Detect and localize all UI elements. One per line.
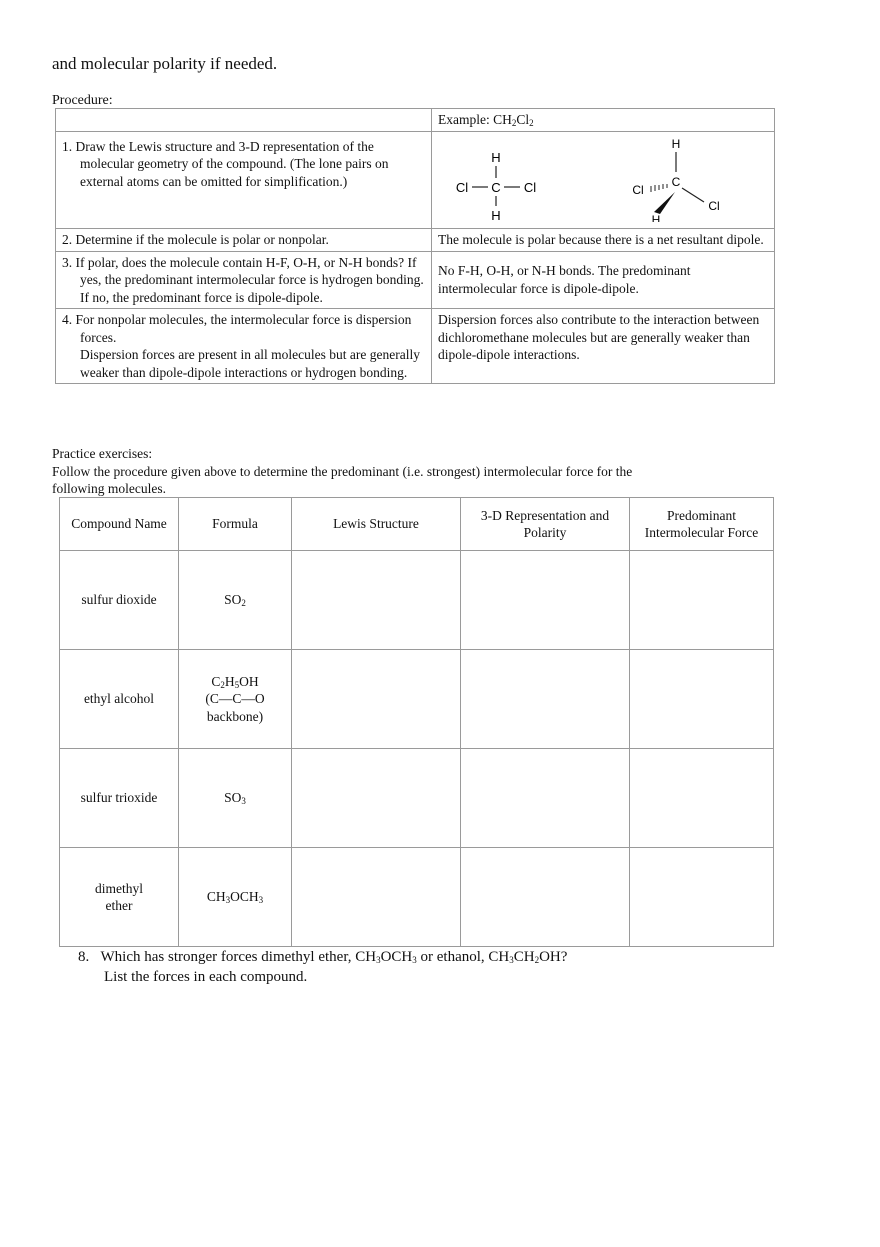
question-number: 8. (78, 949, 90, 965)
compound-name: dimethyl ether (60, 848, 179, 947)
3d-cl-right: Cl (708, 198, 720, 213)
table-row (60, 848, 774, 947)
step-4: 4. For nonpolar molecules, the intermolecular force is dispersion forces. Dispersion forces are present in all molecules but are generally weaker than dipole-dipole interactions or hydrogen bonding. (56, 309, 432, 384)
3d-representation-answer[interactable] (461, 749, 630, 848)
procedure-table (55, 108, 775, 384)
practice-instructions: Follow the procedure given above to determine the predominant (i.e. strongest) intermolecular force for the following molecules. (52, 463, 633, 496)
lewis-structure-answer[interactable] (292, 650, 461, 749)
3d-h-top: H (671, 136, 681, 151)
formula: $C_2H_5OH$ (C—C—O backbone) (179, 650, 292, 749)
formula: $SO_3$ (179, 749, 292, 848)
lewis-cl-left: Cl (455, 179, 469, 195)
practice-section-header (52, 445, 672, 498)
procedure-header-empty (56, 109, 432, 132)
lewis-h-bottom: H (491, 207, 501, 222)
question-8-line2: List the forces in each compound. (104, 969, 308, 985)
3d-h-bottom: H (651, 212, 661, 222)
practice-title: Practice exercises: (52, 446, 153, 461)
header-compound-name: Compound Name (60, 498, 179, 551)
lewis-c: C (491, 179, 501, 195)
step-1: 1. Draw the Lewis structure and 3-D representation of the molecular geometry of the compound. (The lone pairs on external atoms can be omitted for simplification.) (56, 131, 432, 229)
table-row (60, 650, 774, 749)
3d-representation-answer[interactable] (461, 551, 630, 650)
lewis-structure-answer[interactable] (292, 848, 461, 947)
3d-representation-answer[interactable] (461, 650, 630, 749)
header-formula: Formula (179, 498, 292, 551)
practice-table (59, 497, 774, 947)
example-3: No F-H, O-H, or N-H bonds. The predominant intermolecular force is dipole-dipole. (432, 251, 775, 309)
lewis-h-top: H (491, 149, 501, 165)
example-2: The molecule is polar because there is a net resultant dipole. (432, 229, 775, 252)
3d-c: C (671, 174, 681, 189)
step-2: 2. Determine if the molecule is polar or nonpolar. (56, 229, 432, 252)
hashed-wedge (651, 184, 667, 192)
compound-name: sulfur trioxide (60, 749, 179, 848)
predominant-force-answer[interactable] (630, 551, 774, 650)
lewis-cl-right: Cl (523, 179, 537, 195)
formula: $CH_3OCH_3$ (179, 848, 292, 947)
procedure-label: Procedure: (52, 93, 113, 108)
question-8: 8. Which has stronger forces dimethyl ether, $CH_3OCH_3$ or ethanol, $CH_3CH_2OH$? List the forces in each compound. (78, 949, 568, 985)
example-header: Example: $CH_2Cl_2$ (432, 109, 775, 132)
header-predominant-force: Predominant Intermolecular Force (630, 498, 774, 551)
solid-wedge (654, 192, 675, 214)
lewis-structure-answer[interactable] (292, 749, 461, 848)
predominant-force-answer[interactable] (630, 848, 774, 947)
step-3: 3. If polar, does the molecule contain H-F, O-H, or N-H bonds? If yes, the predominant intermolecular force is hydrogen bonding. If no, the predominant force is dipole-dipole. (56, 251, 432, 309)
table-row (60, 551, 774, 650)
compound-name: ethyl alcohol (60, 650, 179, 749)
example-4: Dispersion forces also contribute to the interaction between dichloromethane molecules but are generally weaker than dipole-dipole interactions. (432, 309, 775, 384)
formula: $SO_2$ (179, 551, 292, 650)
3d-cl-left: Cl (632, 182, 644, 197)
lewis-structure-answer[interactable] (292, 551, 461, 650)
table-row (60, 749, 774, 848)
3d-representation-answer[interactable] (461, 848, 630, 947)
predominant-force-answer[interactable] (630, 650, 774, 749)
header-lewis-structure: Lewis Structure (292, 498, 461, 551)
predominant-force-answer[interactable] (630, 749, 774, 848)
ch2cl2-structures (438, 134, 768, 222)
compound-name: sulfur dioxide (60, 551, 179, 650)
example-structures (432, 131, 775, 229)
intro-line: and molecular polarity if needed. (52, 54, 278, 73)
header-3d-representation: 3-D Representation and Polarity (461, 498, 630, 551)
